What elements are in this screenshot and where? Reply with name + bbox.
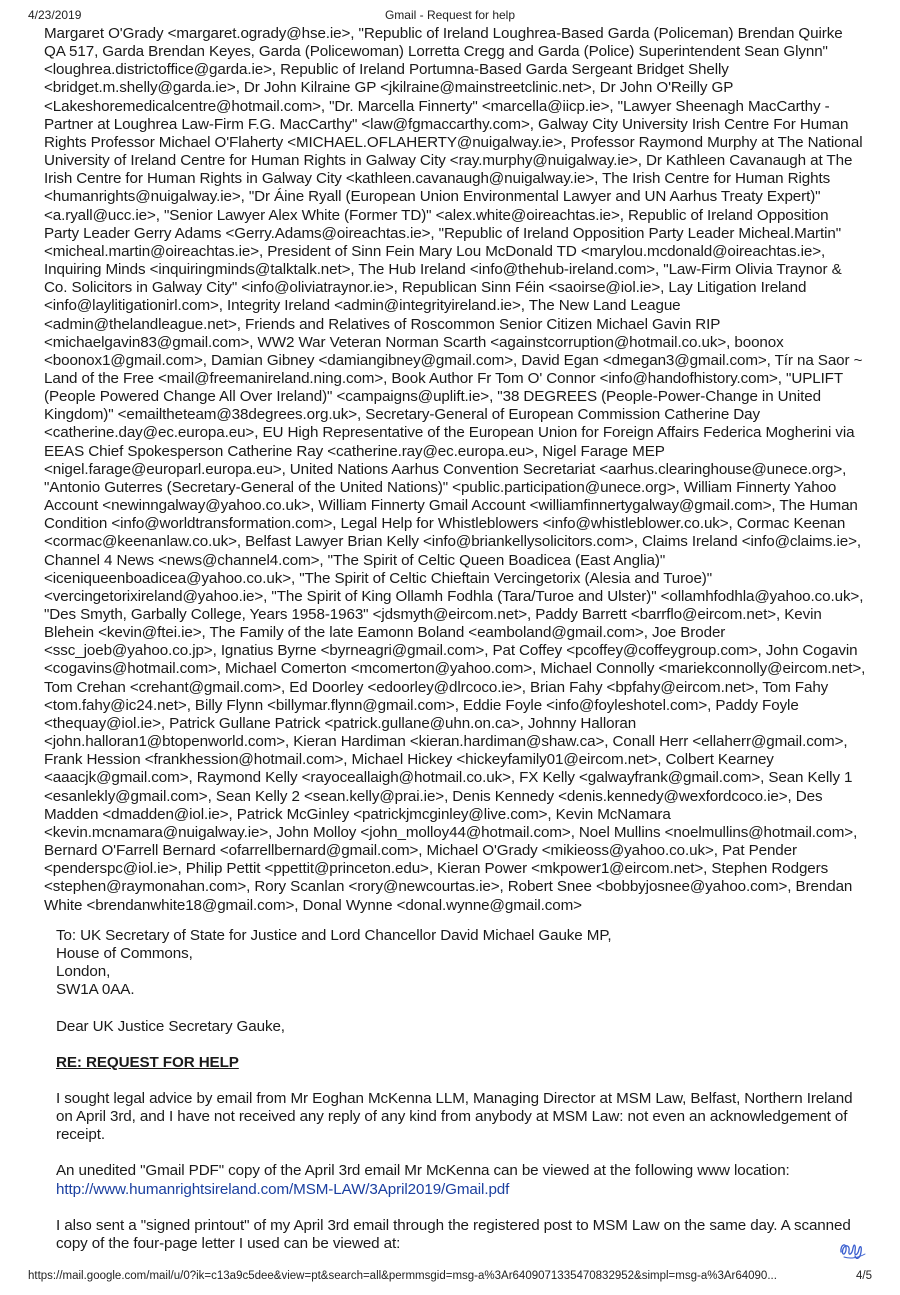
footer-url: https://mail.google.com/mail/u/0?ik=c13a9c5dee&view=pt&search=all&permmsgid=msg-a%3Ar6409071335470832952&simpl=msg-a%3Ar64090...	[28, 1270, 777, 1282]
address-line: To: UK Secretary of State for Justice and Lord Chancellor David Michael Gauke MP,	[56, 927, 612, 944]
print-title: Gmail - Request for help	[384, 8, 516, 22]
address-line: SW1A 0AA.	[56, 981, 135, 999]
paragraph-2: An unedited "Gmail PDF" copy of the April 3rd email Mr McKenna can be viewed at the following www location:	[56, 1162, 790, 1180]
recipient-address	[56, 927, 866, 1000]
recipients-list: Margaret O'Grady <margaret.ogrady@hse.ie>, "Republic of Ireland Loughrea-Based Garda (Policeman) Brendan Quirke QA 517, Garda Brendan Keyes, Garda (Policewoman) Lorretta Cregg and Garda (Police) Superintendent Sean Glynn" <loughrea.districtoffice@garda.ie>, Republic of Ireland Portumna-Based Garda Sergeant Bridget Shelly <bridget.m.shelly@garda.ie>, Dr John Kilraine GP <jkilraine@mainstreetclinic.net>, Dr John O'Reilly GP <Lakeshoremedicalcentre@hotmail.com>, "Dr. Marcella Finnerty" <marcella@iicp.ie>, "Lawyer Sheenagh MacCarthy - Partner at Loughrea Law-Firm F.G. MacCarthy" <law@fgmaccarthy.com>, Galway City University Irish Centre For Human Rights Professor Michael O'Flaherty <MICHAEL.OFLAHERTY@nuigalway.ie>, Professor Raymond Murphy at The National University of Ireland Centre for Human Rights in Galway City <ray.murphy@nuigalway.ie>, Dr Kathleen Cavanaugh at The Irish Centre for Human Rights in Galway City <kathleen.cavanaugh@nuigalway.ie>, The Irish Centre for Human Rights <humanrights@nuigalway.ie>, "Dr Áine Ryall (European Union Environmental Lawyer and UN Aarhus Treaty Expert)" <a.ryall@ucc.ie>, "Senior Lawyer Alex White (Former TD)" <alex.white@oireachtas.ie>, Republic of Ireland Opposition Party Leader Gerry Adams <Gerry.Adams@oireachtas.ie>, "Republic of Ireland Opposition Party Leader Micheal.Martin" <micheal.martin@oireachtas.ie>, President of Sinn Fein Mary Lou McDonald TD <marylou.mcdonald@oireachtas.ie>, Inquiring Minds <inquiringminds@talktalk.net>, The Hub Ireland <info@thehub-ireland.com>, "Law-Firm Olivia Traynor & Co. Solicitors in Galway City" <info@oliviatraynor.ie>, Republican Sinn Féin <saoirse@iol.ie>, Lay Litigation Ireland <info@laylitigationirl.com>, Integrity Ireland <admin@integrityireland.ie>, The New Land League <admin@thelandleague.net>, Friends and Relatives of Roscommon Senior Citizen Michael Gavin RIP <michaelgavin83@gmail.com>, WW2 War Veteran Norman Scarth <againstcorruption@hotmail.co.uk>, boonox <boonox1@gmail.com>, Damian Gibney <damiangibney@gmail.com>, David Egan <dmegan3@gmail.com>, Tír na Saor ~ Land of the Free <mail@freemanireland.ning.com>, Book Author Fr Tom O' Connor <info@handofhistory.com>, "UPLIFT (People Powered Change All Over Ireland)" <campaigns@uplift.ie>, "38 DEGREES (People-Power-Change in United Kingdom)" <emailtheteam@38degrees.org.uk>, Secretary-General of European Commission Catherine Day <catherine.day@ec.europa.eu>, EU High Representative of the European Union for Foreign Affairs Federica Mogherini via EEAS Chief Spokesperson Catherine Ray <catherine.ray@ec.europa.eu>, Nigel Farage MEP <nigel.farage@europarl.europa.eu>, United Nations Aarhus Convention Secretariat <aarhus.clearinghouse@unece.org>, "Antonio Guterres (Secretary-General of the United Nations)" <public.participation@unece.org>, William Finnerty Yahoo Account <newinngalway@yahoo.co.uk>, William Finnerty Gmail Account <williamfinnertygalway@gmail.com>, The Human Condition <info@worldtransformation.com>, Legal Help for Whistleblowers <info@whistleblower.co.uk>, Cormac Keenan <cormac@keenanlaw.co.uk>, Belfast Lawyer Brian Kelly <info@briankellysolicitors.com>, Claims Ireland <info@claims.ie>, Channel 4 News <news@channel4.com>, "The Spirit of Celtic Queen Boadicea (East Anglia)" <iceniqueenboadicea@yahoo.co.uk>, "The Spirit of Celtic Chieftain Vercingetorix (Alesia and Turoe)" <vercingetorixireland@yahoo.ie>, "The Spirit of King Ollamh Fodhla (Tara/Turoe and Ulster)" <ollamhfodhla@yahoo.co.uk>, "Des Smyth, Garbally College, Years 1958-1963" <jdsmyth@eircom.net>, Paddy Barrett <barrflo@eircom.net>, Kevin Blehein <kevin@ftei.ie>, The Family of the late Eamonn Boland <eamboland@gmail.com>, Joe Broder <ssc_joeb@yahoo.co.jp>, Ignatius Byrne <byrneagri@gmail.com>, Pat Coffey <pcoffey@coffeygroup.com>, John Cogavin <cogavins@hotmail.com>, Michael Comerton <mcomerton@yahoo.com>, Michael Connolly <mariekconnolly@eircom.net>, Tom Crehan <crehant@gmail.com>, Ed Doorley <edoorley@dlrcoco.ie>, Brian Fahy <bpfahy@eircom.net>, Tom Fahy <tom.fahy@ic24.net>, Billy Flynn <billymar.flynn@gmail.com>, Eddie Foyle <info@foyleshotel.com>, Paddy Foyle <thequay@iol.ie>, Patrick Gullane Patrick <patrick.gullane@uhn.on.ca>, Johnny Halloran <john.halloran1@btopenworld.com>, Kieran Hardiman <kieran.hardiman@shaw.ca>, Conall Herr <ellaherr@gmail.com>, Frank Hession <frankhession@hotmail.com>, Michael Hickey <hickeyfamily01@eircom.net>, Colbert Kearney <aaacjk@gmail.com>, Raymond Kelly <rayoceallaigh@hotmail.co.uk>, FX Kelly <galwayfrank@gmail.com>, Sean Kelly 1 <esanlekly@gmail.com>, Sean Kelly 2 <sean.kelly@prai.ie>, Denis Kennedy <denis.kennedy@wexfordcoco.ie>, Des Madden <dmadden@iol.ie>, Patrick McGinley <patrickjmcginley@live.com>, Kevin McNamara <kevin.mcnamara@nuigalway.ie>, John Molloy <john_molloy44@hotmail.com>, Noel Mullins <noelmullins@hotmail.com>, Bernard O'Farrell Bernard <ofarrellbernard@gmail.com>, Michael O'Grady <mikieoss@yahoo.co.uk>, Pat Pender <penderspc@iol.ie>, Philip Pettit <ppettit@princeton.edu>, Kieran Power <mkpower1@eircom.net>, Stephen Rodgers <stephen@raymonahan.com>, Rory Scanlan <rory@newcourtas.ie>, Robert Snee <bobbyjosnee@yahoo.com>, Brendan White <brendanwhite18@gmail.com>, Donal Wynne <donal.wynne@gmail.com>	[44, 25, 866, 914]
handwritten-initials-icon	[838, 1236, 868, 1262]
address-line: House of Commons,	[56, 945, 193, 963]
gmail-pdf-link[interactable]: http://www.humanrightsireland.com/MSM-LAW/3April2019/Gmail.pdf	[56, 1180, 510, 1198]
address-line: London,	[56, 963, 111, 981]
salutation: Dear UK Justice Secretary Gauke,	[56, 1017, 285, 1035]
print-date: 4/23/2019	[28, 8, 82, 22]
print-header	[28, 8, 872, 22]
letter-body	[56, 927, 866, 1253]
print-footer	[28, 1270, 872, 1284]
page-number: 4/5	[856, 1270, 872, 1282]
letter-heading: RE: REQUEST FOR HELP	[56, 1053, 239, 1071]
paragraph-3: I also sent a "signed printout" of my April 3rd email through the registered post to MSM Law on the same day. A scanned copy of the four-page letter I used can be viewed at:	[56, 1216, 851, 1252]
paragraph-1: I sought legal advice by email from Mr Eoghan McKenna LLM, Managing Director at MSM Law, Belfast, Northern Ireland on April 3rd, and I have not received any reply of any kind from anybody at MSM Law: not even an acknowledgement of receipt.	[56, 1089, 853, 1144]
